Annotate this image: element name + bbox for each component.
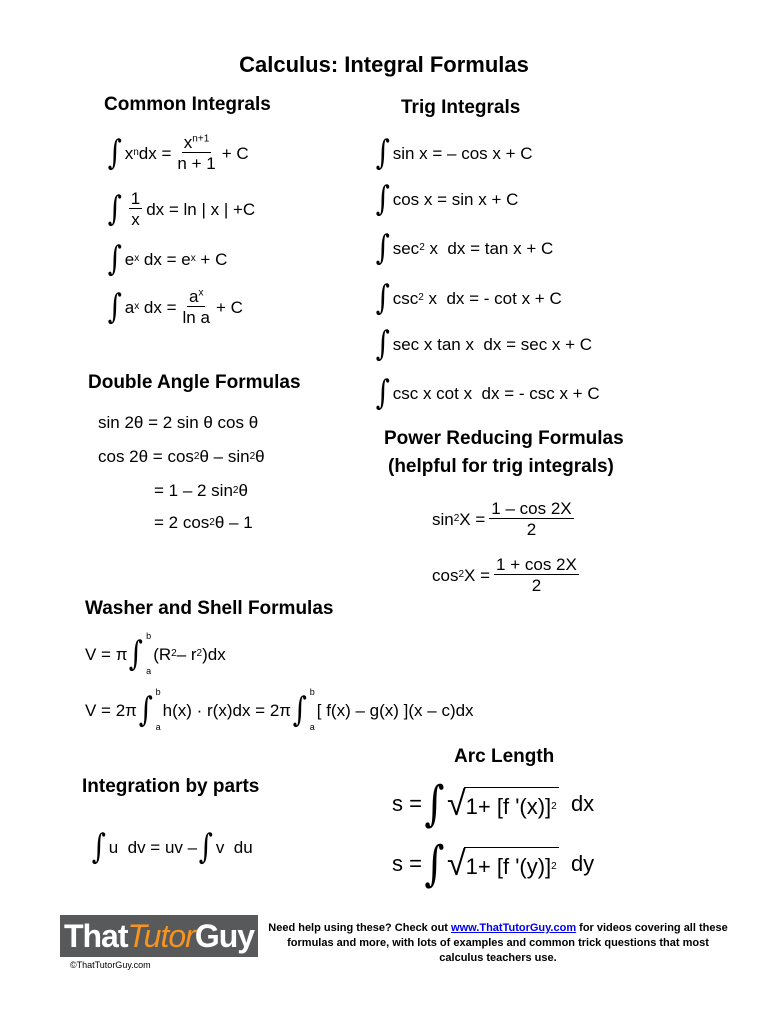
formula-cos-double: cos 2θ = cos 2 θ – sin 2 θ — [98, 447, 265, 466]
formula-reciprocal: ∫ $\frac{1}{x}$ dx = ln | x | +C — [107, 189, 256, 229]
power-reducing-subheading: (helpful for trig integrals) — [388, 456, 614, 477]
footer-note: Need help using these? Check out www.ThatTutorGuy.com for videos covering all these formulas and more, with lots of examples and common trick questions that most calculus teachers use. — [268, 922, 728, 965]
formula-cos-double-alt1: = 1 – 2 sin 2 θ — [154, 481, 248, 500]
formula-sin-double: sin 2θ = 2 sin θ cos θ — [98, 413, 259, 432]
formula-sin: ∫ sin x = – cos x + C — [375, 133, 533, 173]
common-integrals-heading: Common Integrals — [104, 94, 271, 115]
formula-integration-by-parts: ∫ u dv = uv – ∫ v du — [91, 827, 253, 867]
formula-exp-base-a: ∫ a x dx = $\frac{a^x}{\text{ln a}}$ + C — [107, 287, 243, 327]
power-reducing-heading: Power Reducing Formulas — [384, 428, 624, 449]
formula-cos: ∫ cos x = sin x + C — [375, 179, 519, 219]
formula-sec2: ∫ sec 2 x dx = tan x + C — [375, 228, 554, 268]
formula-cos-double-alt2: = 2 cos 2 θ – 1 — [154, 513, 253, 532]
formula-csc2: ∫ csc 2 x dx = - cot x + C — [375, 278, 562, 318]
formula-arc-length-x: s = ∫ √ 1+ [f '(x)] 2 dx — [392, 776, 595, 832]
that-tutor-guy-logo[interactable]: ThatTutorGuy — [60, 915, 258, 957]
formula-exp: ∫ e x dx = e x + C — [107, 239, 228, 279]
formula-washer: V = π ∫ b a (R 2 – r 2 )dx — [85, 631, 226, 676]
trig-integrals-heading: Trig Integrals — [401, 97, 521, 118]
formula-sin-squared: sin 2 X = $\frac{1 - \cos 2X}{2}$ — [432, 499, 572, 539]
page-title: Calculus: Integral Formulas — [239, 52, 529, 77]
formula-cos-squared: cos 2 X = $\frac{1 + \cos 2X}{2}$ — [432, 555, 577, 595]
washer-shell-heading: Washer and Shell Formulas — [85, 598, 334, 619]
website-link[interactable]: www.ThatTutorGuy.com — [451, 922, 577, 934]
arc-length-heading: Arc Length — [454, 746, 555, 767]
double-angle-heading: Double Angle Formulas — [88, 372, 301, 393]
formula-power-rule: ∫ x n dx = $\frac{x^{n+1}}{n + 1}$ + C — [107, 133, 249, 173]
formula-csc-cot: ∫ csc x cot x dx = - csc x + C — [375, 373, 600, 413]
integration-by-parts-heading: Integration by parts — [82, 776, 260, 797]
formula-sec-tan: ∫ sec x tan x dx = sec x + C — [375, 324, 593, 364]
formula-arc-length-y: s = ∫ √ 1+ [f '(y)] 2 dy — [392, 836, 595, 892]
formula-shell: V = 2π ∫ b a h(x) · r(x)dx = 2π ∫ b a [ f(x) – g(x) ](x – c)dx — [85, 687, 474, 732]
copyright-text: ©ThatTutorGuy.com — [70, 960, 151, 970]
